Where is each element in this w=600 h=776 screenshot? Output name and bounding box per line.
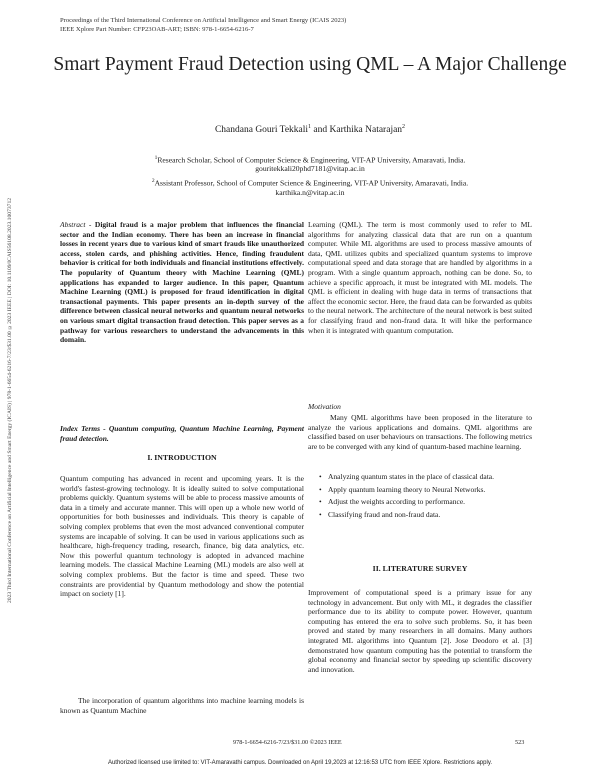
affiliation-1-superscript: 1 [154, 155, 158, 161]
sidebar-doi-strip: 2023 Third International Conference on Artificial Intelligence and Smart Energy (ICAIS) | 978-1-6654-6216-7/23/$31.00 ©2023 IEEE | DOI: 10.1109/ICAIS56108.2023.10073712 [7, 197, 13, 603]
author-2-superscript: 2 [402, 124, 406, 130]
heading-motivation: Motivation [308, 402, 341, 411]
affiliation-2 [40, 176, 580, 189]
author-1-superscript: 1 [308, 124, 312, 130]
running-header-conference: Proceedings of the Third International Conference on Artificial Intelligence and Smart Energy (ICAIS 2023) [60, 17, 347, 24]
email-2: karthika.n@vitap.ac.in [275, 188, 345, 197]
list-item: • Classifying fraud and non-fraud data. [328, 510, 532, 520]
literature-paragraph: Improvement of computational speed is a primary issue for any technology in advancement. But only with ML, it degrades the classifier performance due to its ability to compute power. However, quantum computing has entered the era to solve such problems. So, it has been proved and stated by many researchers in all domains. Many authors integrated ML algorithms into Quantum [2]. Jose Deodoro et al. [3] demonstrated how quantum computing has the potential to transform the global economy and financial sector by speeding up scientific discovery and innovation. [308, 588, 532, 674]
running-header-isbn: IEEE Xplore Part Number: CFP23OAB-ART; ISBN: 978-1-6654-6216-7 [60, 26, 254, 33]
index-terms: Index Terms - Quantum computing, Quantum Machine Learning, Payment fraud detection. [60, 424, 304, 443]
motivation-paragraph: Many QML algorithms have been proposed in the literature to analyze the various applications and domains. QML algorithms are classified based on user behaviours on transactions. The following metrics are to be converged with any kind of quantum-based machine learning. [308, 413, 532, 451]
paper-title: Smart Payment Fraud Detection using QML – A Major Challenge [53, 54, 567, 75]
abstract-dash: - [85, 220, 95, 229]
list-item: • Adjust the weights according to performance. [328, 497, 532, 507]
author-2: Karthika Natarajan [329, 125, 403, 136]
affiliation-2-superscript: 2 [151, 178, 155, 184]
author-line [40, 124, 580, 135]
intro-paragraph-1: Quantum computing has advanced in recent and upcoming years. It is the world's fastest-growing technology. It is ideally suited to solve computational problems quickly. Quantum systems will be able to process massive amounts of data in a timely and accurate manner. This will open up a whole new world of opportunities for both businesses and individuals. This theory is capable of solving complex problems that even the most advanced conventional computer systems are incapable of solving. It can be used in various applications such as healthcare, high-frequency trading, research, finance, big data analytics, etc. Now this powerful quantum technology is adopted in advanced machine learning models. The classical Machine Learning (ML) models are also well at solving complex problems. But the factor is time and speed. These two constraints are providential by Quantum methodology and show the potential impact on society [1]. [60, 474, 304, 599]
author-1: Chandana Gouri Tekkali [214, 125, 309, 136]
footer-isbn: 978-1-6654-6216-7/23/$31.00 ©2023 IEEE [233, 739, 342, 746]
abstract [60, 220, 304, 345]
email-1: gouritekkali20phd7181@vitap.ac.in [255, 164, 365, 173]
affiliation-2-text: Assistant Professor, School of Computer Science & Engineering, VIT-AP University, Amaravati, India. [154, 178, 469, 188]
qml-paragraph: Learning (QML). The term is most commonly used to refer to ML algorithms for analyzing classical data that are run on a quantum computer. While ML algorithms are used to process massive amounts of data, QML utilizes qubits and specialized quantum systems to improve computational speed and data storage that are handled by algorithms in a program. With a single quantum approach, nothing can be done. So, to achieve a specific approach, it must be integrated with ML models. The QML is efficient in dealing with huge data in terms of transactions that affect the economic sector. Here, the fraud data can be forwarded as qubits to the neural network. The architecture of the neural network is best suited for classifying fraud and non-fraud data. It will hike the performance when it is integrated with quantum computation. [308, 220, 532, 335]
list-item: • Analyzing quantum states in the place of classical data. [328, 472, 532, 482]
affiliation-1-text: Research Scholar, School of Computer Science & Engineering, VIT-AP University, Amaravati, India. [157, 155, 466, 165]
abstract-text: Digital fraud is a major problem that influences the financial sector and the Indian economy. There has been an increase in financial losses in recent years due to various kind of smart frauds like unauthorized access, stolen cards, and phishing activities. Hence, finding fraudulent behavior is critical for both individuals and financial institutions effectively. The popularity of Quantum theory with Machine Learning (QML) applications has expanded to larger audience. In this paper, Quantum Machine Learning (QML) is proposed for fraud identification in digital transactional payments. This paper presents an in-depth survey of the difference between classical neural networks and quantum neural networks on various smart digital transaction fraud detection. This paper serves as a pathway for various researchers to understand the advancements in this domain. [60, 220, 305, 345]
motivation-bullet-list [308, 472, 532, 522]
abstract-label: Abstract [60, 220, 86, 229]
list-item: • Apply quantum learning theory to Neural Networks. [328, 485, 532, 495]
license-notice: Authorized licensed use limited to: VIT-Amaravathi campus. Downloaded on April 19,2023 at 12:16:53 UTC from IEEE Xplore. Restrictions apply. [107, 760, 493, 766]
page-number: 523 [515, 739, 525, 746]
author-separator: and [311, 125, 330, 136]
intro-paragraph-2: The incorporation of quantum algorithms into machine learning models is known as Quantum Machine [60, 696, 304, 715]
heading-introduction: I. INTRODUCTION [147, 453, 217, 462]
heading-literature-survey: II. LITERATURE SURVEY [372, 564, 468, 573]
